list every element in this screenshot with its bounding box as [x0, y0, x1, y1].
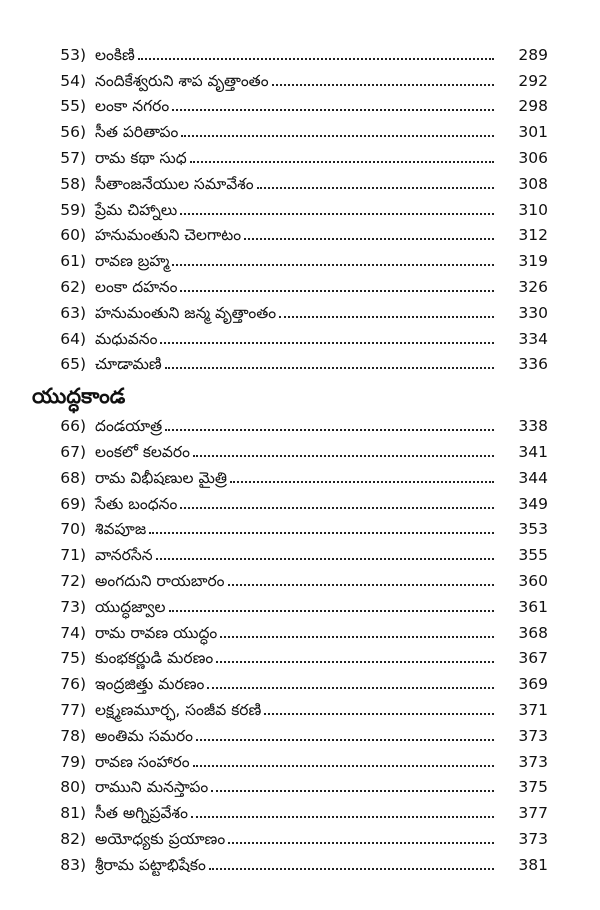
toc-entry	[0, 642, 600, 668]
dot-leader	[228, 584, 494, 586]
entry-page-number: 289	[518, 45, 548, 64]
toc-list-sundarakanda	[0, 38, 600, 373]
entry-title: సీతాంజనేయుల సమావేశం	[95, 174, 254, 193]
dot-leader	[230, 481, 494, 483]
toc-entry	[0, 667, 600, 693]
dot-leader	[160, 342, 494, 344]
entry-title: లంకిణి	[95, 45, 135, 64]
entry-page-number: 360	[518, 571, 548, 590]
entry-title: ఇంద్రజిత్తు మరణం	[95, 675, 205, 694]
entry-page-number: 312	[518, 226, 548, 245]
toc-entry	[0, 461, 600, 487]
toc-entry	[0, 38, 600, 64]
entry-page-number: 336	[518, 355, 548, 374]
entry-title: యుద్ధజ్వాల	[95, 597, 166, 616]
entry-title: రావణ బ్రహ్మ	[95, 252, 170, 271]
entry-title: శ్రీరామ పట్టాభిషేకం	[95, 855, 206, 874]
entry-title: సీత పరితాపం	[95, 123, 179, 142]
entry-number: 75)	[60, 649, 86, 668]
entry-number: 72)	[60, 571, 86, 590]
entry-page-number: 338	[518, 417, 548, 436]
entry-title: చూడామణి	[95, 355, 162, 374]
entry-title: ప్రేమ చిహ్నాలు	[95, 200, 178, 219]
entry-number: 64)	[60, 329, 86, 348]
toc-entry	[0, 348, 600, 374]
dot-leader	[196, 739, 494, 741]
dot-leader	[180, 290, 494, 292]
dot-leader	[180, 507, 494, 509]
entry-number: 73)	[60, 597, 86, 616]
dot-leader	[149, 532, 494, 534]
dot-leader	[181, 135, 494, 137]
toc-entry	[0, 115, 600, 141]
entry-title: హనుమంతుని జన్మ వృత్తాంతం	[95, 303, 277, 322]
entry-number: 81)	[60, 804, 86, 823]
entry-page-number: 355	[518, 546, 548, 565]
entry-page-number: 319	[518, 252, 548, 271]
dot-leader	[279, 316, 494, 318]
entry-page-number: 349	[518, 494, 548, 513]
dot-leader	[272, 84, 494, 86]
entry-number: 60)	[60, 226, 86, 245]
toc-entry	[0, 848, 600, 874]
toc-entry	[0, 513, 600, 539]
entry-number: 57)	[60, 148, 86, 167]
toc-entry	[0, 771, 600, 797]
entry-page-number: 326	[518, 277, 548, 296]
entry-page-number: 310	[518, 200, 548, 219]
entry-number: 59)	[60, 200, 86, 219]
dot-leader	[244, 238, 494, 240]
dot-leader	[165, 367, 494, 369]
toc-entry	[0, 693, 600, 719]
entry-number: 66)	[60, 417, 86, 436]
toc-entry	[0, 90, 600, 116]
dot-leader	[191, 816, 494, 818]
entry-title: శివపూజ	[95, 520, 147, 539]
toc-entry	[0, 590, 600, 616]
dot-leader	[190, 161, 494, 163]
toc-entry	[0, 538, 600, 564]
entry-number: 65)	[60, 355, 86, 374]
entry-number: 83)	[60, 855, 86, 874]
dot-leader	[193, 455, 494, 457]
toc-entry	[0, 564, 600, 590]
entry-number: 79)	[60, 752, 86, 771]
entry-page-number: 377	[518, 804, 548, 823]
toc-entry	[0, 322, 600, 348]
entry-number: 77)	[60, 700, 86, 719]
entry-number: 80)	[60, 778, 86, 797]
entry-title: హనుమంతుని చెలగాటం	[95, 226, 242, 245]
entry-title: అయోధ్యకు ప్రయాణం	[95, 829, 226, 848]
entry-title: సీత అగ్నిప్రవేశం	[95, 804, 188, 823]
entry-title: రావణ సంహారం	[95, 752, 190, 771]
entry-title: దండయాత్ర	[95, 417, 163, 436]
entry-number: 76)	[60, 675, 86, 694]
toc-entry	[0, 719, 600, 745]
entry-title: రాముని మనస్తాపం	[95, 778, 209, 797]
entry-page-number: 344	[518, 468, 548, 487]
toc-entry	[0, 193, 600, 219]
entry-page-number: 341	[518, 442, 548, 461]
toc-entry	[0, 141, 600, 167]
entry-number: 69)	[60, 494, 86, 513]
dot-leader	[180, 213, 494, 215]
dot-leader	[220, 636, 494, 638]
dot-leader	[156, 558, 494, 560]
toc-entry	[0, 435, 600, 461]
entry-number: 63)	[60, 303, 86, 322]
entry-title: రామ విభీషణుల మైత్రి	[95, 468, 227, 487]
dot-leader	[172, 109, 494, 111]
toc-entry	[0, 409, 600, 435]
table-of-contents	[0, 38, 600, 874]
dot-leader	[138, 58, 494, 60]
entry-number: 56)	[60, 123, 86, 142]
entry-number: 62)	[60, 277, 86, 296]
entry-title: లంకా నగరం	[95, 97, 170, 116]
entry-number: 53)	[60, 45, 86, 64]
entry-title: మధువనం	[95, 329, 158, 348]
section-title: యుద్ధకాండ	[32, 384, 126, 409]
entry-title: అంతిమ సమరం	[95, 726, 194, 745]
toc-entry	[0, 822, 600, 848]
dot-leader	[169, 610, 494, 612]
entry-page-number: 373	[518, 829, 548, 848]
entry-page-number: 292	[518, 71, 548, 90]
entry-number: 71)	[60, 546, 86, 565]
entry-number: 58)	[60, 174, 86, 193]
entry-page-number: 367	[518, 649, 548, 668]
dot-leader	[211, 790, 494, 792]
dot-leader	[207, 687, 494, 689]
entry-page-number: 301	[518, 123, 548, 142]
entry-page-number: 381	[518, 855, 548, 874]
dot-leader	[165, 429, 494, 431]
entry-page-number: 373	[518, 752, 548, 771]
entry-number: 67)	[60, 442, 86, 461]
entry-number: 55)	[60, 97, 86, 116]
dot-leader	[264, 713, 494, 715]
entry-page-number: 375	[518, 778, 548, 797]
entry-title: రామ రావణ యుద్ధం	[95, 623, 218, 642]
entry-page-number: 369	[518, 675, 548, 694]
entry-page-number: 361	[518, 597, 548, 616]
entry-page-number: 371	[518, 700, 548, 719]
entry-title: రామ కథా సుధ	[95, 148, 187, 167]
toc-entry	[0, 219, 600, 245]
entry-page-number: 334	[518, 329, 548, 348]
entry-title: నందికేశ్వరుని శాప వృత్తాంతం	[95, 71, 269, 90]
entry-number: 78)	[60, 726, 86, 745]
toc-entry	[0, 296, 600, 322]
entry-number: 70)	[60, 520, 86, 539]
toc-entry	[0, 616, 600, 642]
entry-number: 74)	[60, 623, 86, 642]
dot-leader	[216, 661, 494, 663]
entry-page-number: 306	[518, 148, 548, 167]
toc-entry	[0, 64, 600, 90]
toc-entry	[0, 796, 600, 822]
dot-leader	[193, 765, 494, 767]
toc-entry	[0, 487, 600, 513]
section-heading	[0, 373, 600, 409]
entry-page-number: 308	[518, 174, 548, 193]
entry-page-number: 330	[518, 303, 548, 322]
dot-leader	[209, 868, 494, 870]
entry-page-number: 368	[518, 623, 548, 642]
dot-leader	[172, 264, 494, 266]
dot-leader	[228, 842, 494, 844]
entry-page-number: 353	[518, 520, 548, 539]
toc-entry	[0, 244, 600, 270]
entry-number: 54)	[60, 71, 86, 90]
entry-page-number: 373	[518, 726, 548, 745]
entry-number: 61)	[60, 252, 86, 271]
entry-number: 68)	[60, 468, 86, 487]
entry-title: లంకలో కలవరం	[95, 442, 190, 461]
entry-title: కుంభకర్ణుడి మరణం	[95, 649, 214, 668]
entry-title: లంకా దహనం	[95, 277, 178, 296]
entry-title: లక్ష్మణమూర్ఛ, సంజీవ కరణి	[95, 700, 262, 719]
toc-entry	[0, 270, 600, 296]
entry-number: 82)	[60, 829, 86, 848]
entry-page-number: 298	[518, 97, 548, 116]
entry-title: సేతు బంధనం	[95, 494, 178, 513]
dot-leader	[257, 187, 494, 189]
toc-entry	[0, 745, 600, 771]
toc-entry	[0, 167, 600, 193]
entry-title: అంగదుని రాయబారం	[95, 571, 225, 590]
entry-title: వానరసేన	[95, 546, 153, 565]
toc-list-yuddhakanda	[0, 409, 600, 873]
